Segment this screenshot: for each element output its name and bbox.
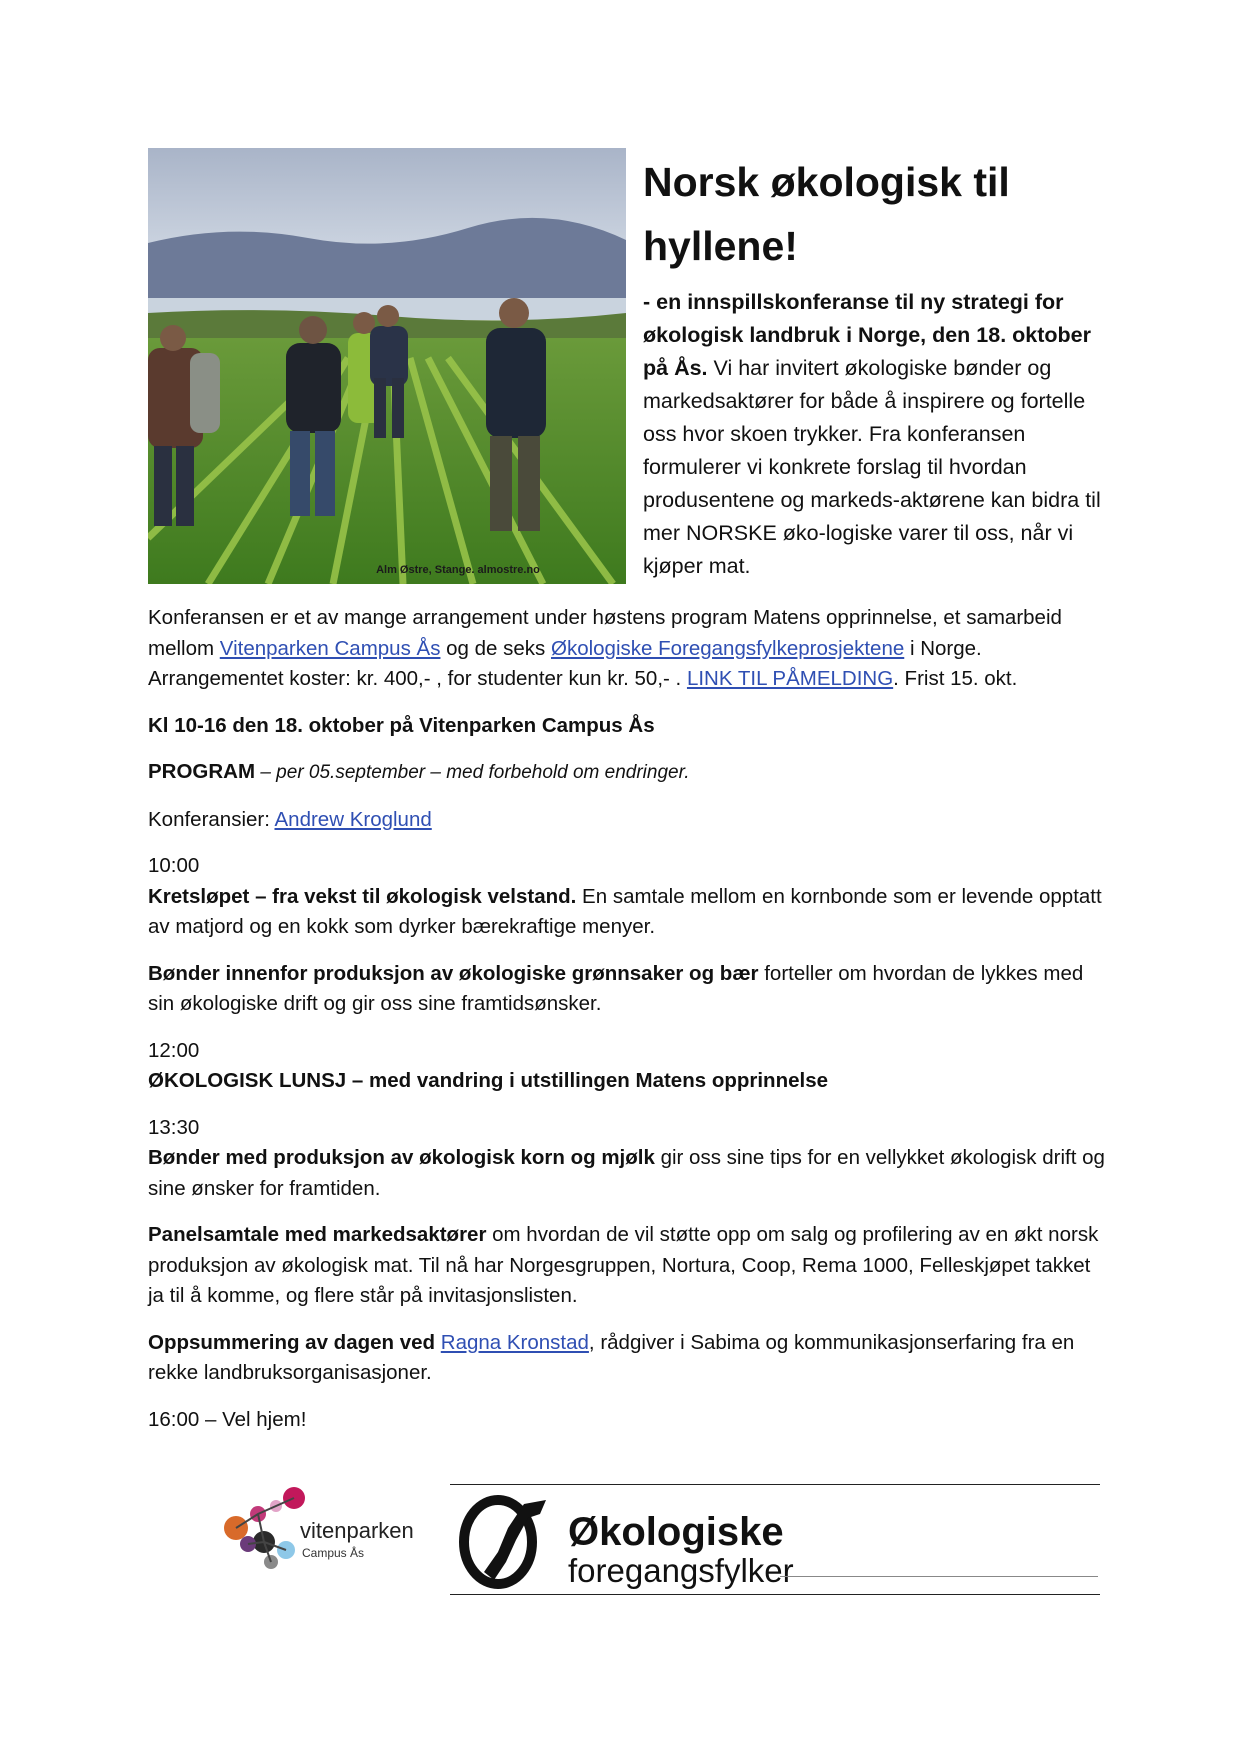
program-note: – per 05.september – med forbehold om endringer. — [255, 762, 690, 783]
vitenparken-link[interactable]: Vitenparken Campus Ås — [219, 636, 441, 660]
item1-title: Kretsløpet – fra vekst til økologisk velstand. — [148, 884, 577, 908]
schedule-item2 — [148, 959, 1108, 1020]
schedule-end: 16:00 – Vel hjem! — [148, 1407, 307, 1431]
schedule-1200 — [148, 1036, 1108, 1097]
vitenparken-name: vitenparken — [300, 1518, 414, 1543]
time-1200: 12:00 — [148, 1038, 200, 1062]
vitenparken-logo — [190, 1458, 440, 1608]
host-label: Konferansier: — [148, 807, 275, 831]
program-heading — [148, 757, 1108, 789]
sub-rule — [780, 1576, 1098, 1577]
bottom-rule — [450, 1594, 1100, 1595]
intro-bold: - en innspillskonferanse til ny strategi for økologisk landbruk i Norge, den 18. oktober på Ås. — [643, 290, 1091, 380]
item3-title: Bønder med produksjon av økologisk korn og mjølk — [148, 1146, 655, 1169]
photo-caption: Alm Østre, Stange. almostre.no — [376, 564, 540, 576]
item1-text: En samtale mellom en kornbonde som er levende opptatt av matjord og en kokk som dyrker bærekraftige menyer. — [148, 884, 1102, 938]
field-image — [148, 148, 626, 584]
okologiske-line1: Økologiske — [568, 1510, 784, 1554]
desc-text-3: i Norge. Arrangementet koster: kr. 400,- , for studenter kun kr. 50,- . — [148, 636, 982, 690]
foregangsfylke-link[interactable]: Økologiske Foregangsfylkeprosjektene — [551, 636, 905, 660]
top-rule — [450, 1484, 1100, 1485]
program-label: PROGRAM — [148, 760, 256, 783]
host-line — [148, 805, 1108, 836]
item4-title: Panelsamtale med markedsaktører — [148, 1223, 487, 1246]
vitenparken-sub: Campus Ås — [302, 1546, 365, 1560]
item4-text: om hvordan de vil støtte opp om salg og profilering av en økt norsk produksjon av økologisk mat. Til nå har Norgesgruppen, Nortura, Coop, Rema 1000, Felleskjøpet takket ja til å komme, og flere står på invitasjonslisten. — [148, 1223, 1099, 1307]
desc-text-4: . Frist 15. okt. — [893, 667, 1018, 690]
norway-map-icon — [454, 1492, 564, 1592]
document-body — [148, 603, 1108, 1451]
event-when: Kl 10-16 den 18. oktober på Vitenparken Campus Ås — [148, 713, 655, 737]
schedule-item5 — [148, 1328, 1108, 1389]
schedule-item4 — [148, 1220, 1108, 1312]
desc-text-1: Konferansen er et av mange arrangement under høstens program Matens opprinnelse, et samarbeid mellom — [148, 606, 1062, 660]
schedule-1000 — [148, 851, 1108, 943]
time-1330: 13:30 — [148, 1115, 200, 1139]
description-paragraph — [148, 603, 1108, 695]
okologiske-line2: foregangsfylker — [568, 1552, 794, 1589]
hero-photo — [148, 148, 626, 584]
desc-text-2: og de seks — [440, 636, 551, 660]
page-title: Norsk økologisk til hyllene! — [643, 159, 1010, 269]
item2-title: Bønder innenfor produksjon av økologiske grønnsaker og bær — [148, 961, 759, 985]
intro-text: Vi har invitert økologiske bønder og markedsaktører for både å inspirere og fortelle oss hvor skoen trykker. Fra konferansen formulerer vi konkrete forslag til hvordan produsentene og markeds-aktørene kan bidra til mer NORSKE øko-logiske varer til oss, når vi kjøper mat. — [643, 356, 1101, 578]
item5-text: , rådgiver i Sabima og kommunikasjonserfaring fra en rekke landbruksorganisasjoner. — [148, 1330, 1075, 1384]
time-1000: 10:00 — [148, 854, 200, 877]
ragna-link[interactable]: Ragna Kronstad — [440, 1330, 589, 1354]
lunch-title: ØKOLOGISK LUNSJ – med vandring i utstillingen Matens opprinnelse — [148, 1069, 829, 1092]
item2-text: forteller om hvordan de lykkes med sin økologiske drift og gir oss sine framtidsønsker. — [148, 961, 1084, 1015]
item5-title: Oppsummering av dagen ved — [148, 1330, 441, 1354]
host-link[interactable]: Andrew Kroglund — [274, 807, 432, 831]
intro-paragraph — [643, 286, 1113, 583]
item3-text: gir oss sine tips for en vellykket økologisk drift og sine ønsker for framtiden. — [148, 1146, 1105, 1200]
okologiske-logo — [450, 1484, 1100, 1596]
schedule-1330 — [148, 1113, 1108, 1205]
registration-link[interactable]: LINK TIL PÅMELDING — [686, 667, 894, 690]
